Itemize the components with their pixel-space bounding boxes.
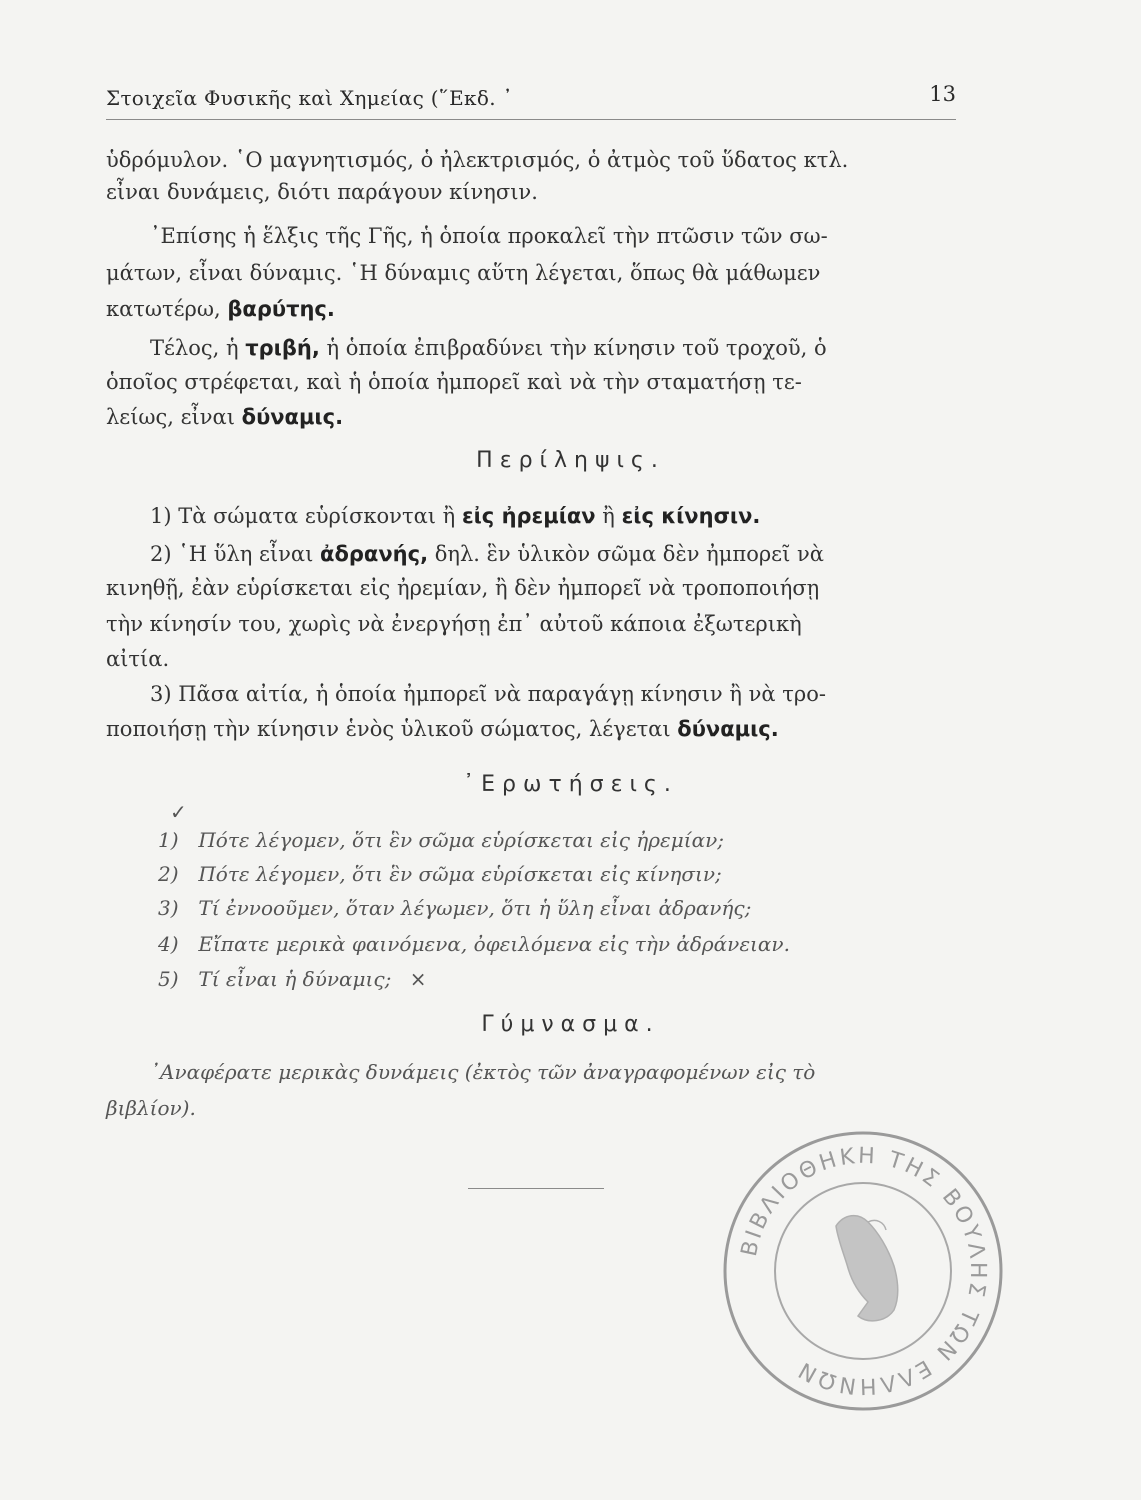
term-bold: βαρύτης. bbox=[227, 297, 335, 321]
questions-heading: ᾽Ερωτήσεις. bbox=[463, 772, 678, 797]
exercise-line: βιβλίον). bbox=[106, 1096, 196, 1120]
question-number: 1) bbox=[158, 828, 179, 852]
question-text: Πότε λέγομεν, ὅτι ἓν σῶμα εὑρίσκεται εἰς ἠρεμίαν; bbox=[198, 828, 724, 852]
term-bold: δύναμις. bbox=[241, 405, 344, 429]
summary-line: κινηθῇ, ἐὰν εὑρίσκεται εἰς ἠρεμίαν, ἢ δὲν ἠμπορεῖ νὰ τροποποιήσῃ bbox=[106, 576, 820, 600]
body-line bbox=[106, 334, 956, 362]
body-text: λείως, εἶναι bbox=[106, 405, 235, 429]
body-text: δηλ. ἓν ὑλικὸν σῶμα δὲν ἠμπορεῖ νὰ bbox=[434, 542, 824, 566]
question-text: Εἴπατε μερικὰ φαινόμενα, ὀφειλόμενα εἰς τὴν ἀδράνειαν. bbox=[198, 932, 790, 956]
question-text: Τί εἶναι ἡ δύναμις; bbox=[198, 967, 392, 991]
exercise-line: ᾽Αναφέρατε μερικὰς δυνάμεις (ἐκτὸς τῶν ἀναγραφομένων εἰς τὸ bbox=[150, 1060, 816, 1084]
end-rule bbox=[468, 1188, 604, 1189]
summary-line bbox=[106, 540, 956, 568]
body-line bbox=[106, 403, 956, 431]
question-text: Τί ἐννοοῦμεν, ὅταν λέγωμεν, ὅτι ἡ ὕλη εἶναι ἀδρανής; bbox=[198, 896, 752, 920]
body-text: ἢ bbox=[602, 504, 615, 528]
question-item bbox=[158, 860, 938, 888]
summary-line: αἰτία. bbox=[106, 647, 170, 671]
term-bold: εἰς κίνησιν. bbox=[621, 504, 761, 528]
question-item bbox=[158, 965, 938, 993]
body-text: ποποιήσῃ τὴν κίνησιν ἑνὸς ὑλικοῦ σώματος, λέγεται bbox=[106, 717, 671, 741]
question-number: 5) bbox=[158, 967, 179, 991]
body-line: ὑδρόμυλον. ῾Ο μαγνητισμός, ὁ ἠλεκτρισμός, ὁ ἀτμὸς τοῦ ὕδατος κτλ. bbox=[106, 148, 849, 172]
body-line: ᾽Επίσης ἡ ἕλξις τῆς Γῆς, ἡ ὁποία προκαλεῖ τὴν πτῶσιν τῶν σω- bbox=[150, 224, 828, 248]
body-line bbox=[106, 295, 956, 323]
header-title: Στοιχεῖα Φυσικῆς καὶ Χημείας (῞Εκδ. ᾽ bbox=[106, 86, 513, 110]
library-stamp bbox=[718, 1126, 1008, 1416]
body-text: 2) ῾Η ὕλη εἶναι bbox=[150, 542, 314, 566]
term-bold: τριβή, bbox=[245, 336, 320, 360]
question-text: Πότε λέγομεν, ὅτι ἓν σῶμα εὑρίσκεται εἰς κίνησιν; bbox=[198, 862, 722, 886]
question-item bbox=[158, 826, 938, 854]
body-line: ὁποῖος στρέφεται, καὶ ἡ ὁποία ἠμπορεῖ καὶ νὰ τὴν σταματήσῃ τε- bbox=[106, 370, 802, 394]
question-item bbox=[158, 894, 938, 922]
body-text: Τέλος, ἡ bbox=[150, 336, 239, 360]
body-text: 1) Τὰ σώματα εὑρίσκονται ἢ bbox=[150, 504, 456, 528]
summary-line bbox=[106, 502, 956, 530]
question-number: 3) bbox=[158, 896, 179, 920]
running-header bbox=[106, 82, 956, 118]
body-text: ἡ ὁποία ἐπιβραδύνει τὴν κίνησιν τοῦ τροχοῦ, ὁ bbox=[326, 336, 827, 360]
question-number: 2) bbox=[158, 862, 179, 886]
page-number: 13 bbox=[929, 82, 956, 106]
question-number: 4) bbox=[158, 932, 179, 956]
summary-line: τὴν κίνησίν του, χωρὶς νὰ ἐνεργήσῃ ἐπ᾽ αὐτοῦ κάποια ἐξωτερικὴ bbox=[106, 612, 802, 636]
stamp-text: ΒΙΒΛΙΟΘΗΚΗ ΤΗΣ ΒΟΥΛΗΣ ΤΩΝ ΕΛΛΗΝΩΝ bbox=[736, 1143, 991, 1399]
body-line: μάτων, εἶναι δύναμις. ῾Η δύναμις αὕτη λέγεται, ὅπως θὰ μάθωμεν bbox=[106, 261, 821, 285]
body-line: εἶναι δυνάμεις, διότι παράγουν κίνησιν. bbox=[106, 180, 538, 204]
cross-mark: × bbox=[409, 967, 427, 991]
summary-line bbox=[106, 715, 956, 743]
term-bold: εἰς ἠρεμίαν bbox=[461, 504, 596, 528]
stamp-emblem-icon bbox=[836, 1216, 898, 1321]
check-mark: ✓ bbox=[170, 800, 187, 824]
header-rule bbox=[106, 119, 956, 120]
summary-line: 3) Πᾶσα αἰτία, ἡ ὁποία ἠμπορεῖ νὰ παραγάγῃ κίνησιν ἢ νὰ τρο- bbox=[150, 682, 826, 706]
term-bold: ἀδρανής, bbox=[320, 542, 429, 566]
exercise-heading: Γύμνασμα. bbox=[481, 1012, 660, 1037]
term-bold: δύναμις. bbox=[677, 717, 779, 741]
question-item bbox=[158, 930, 938, 958]
body-text: κατωτέρω, bbox=[106, 297, 221, 321]
summary-heading: Περίληψις. bbox=[476, 448, 665, 473]
